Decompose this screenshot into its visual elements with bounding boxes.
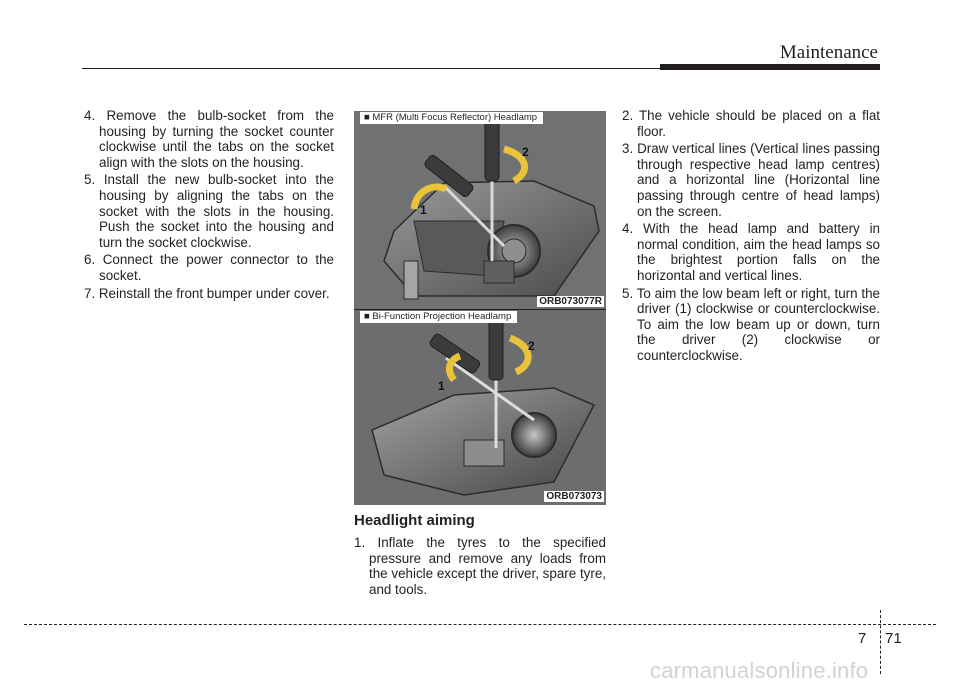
bi-function-marker-1: 1: [438, 379, 445, 393]
footer-dashed-divider: [880, 610, 881, 674]
mfr-headlamp-figure: [354, 111, 606, 310]
watermark: carmanualsonline.info: [650, 658, 869, 683]
section-header-title: Maintenance: [779, 42, 878, 63]
mfr-marker-1: 1: [420, 203, 427, 217]
bi-function-headlamp-caption: ■ Bi-Function Projection Headlamp: [360, 311, 517, 323]
header-rule-thick: [660, 64, 880, 70]
aiming-step-1-inflate-tyres: 1. Inflate the tyres to the specified pressure and remove any loads from the vehicle except the driver, spare tyre, and tools.: [354, 535, 606, 597]
bi-function-figure-code: ORB073073: [546, 491, 602, 502]
headlight-aiming-heading: Headlight aiming: [354, 512, 475, 529]
page-number: 71: [885, 630, 902, 647]
left-column: [84, 108, 334, 303]
bi-function-marker-2: 2: [528, 339, 535, 353]
step-6-connect-power: 6. Connect the power connector to the socket.: [84, 252, 334, 283]
headlight-aiming-steps: [354, 535, 606, 599]
mfr-headlamp-illustration: [354, 111, 606, 310]
step-5-install-bulb: 5. Install the new bulb-socket into the housing by aligning the tabs on the socket with the slots in the housing. Push the socket into the housing and turn the socket clockwise.: [84, 172, 334, 250]
mfr-figure-code: ORB073077R: [539, 296, 602, 307]
bi-function-headlamp-figure: [354, 310, 606, 505]
footer-dashed-rule: [24, 624, 936, 625]
aiming-step-2-flat-floor: 2. The vehicle should be placed on a flat floor.: [622, 108, 880, 139]
aiming-step-4-aim-lamps: 4. With the head lamp and battery in normal condition, aim the head lamps so the brightest portion falls on the horizontal and vertical lines.: [622, 221, 880, 283]
aiming-step-5-adjust-beam: 5. To aim the low beam left or right, turn the driver (1) clockwise or counterclockwise. To aim the low beam up or down, turn the driver (2) clockwise or counterclockwise.: [622, 285, 880, 363]
aiming-step-3-draw-lines: 3. Draw vertical lines (Vertical lines passing through respective head lamp centres) and a horizontal line (Horizontal line passing through centre of head lamps) on the screen.: [622, 141, 880, 219]
bi-function-headlamp-illustration: [354, 310, 606, 505]
right-column: [622, 108, 880, 366]
chapter-number: 7: [858, 630, 867, 647]
step-7-reinstall-bumper: 7. Reinstall the front bumper under cover.: [84, 285, 330, 301]
step-4-remove-bulb: 4. Remove the bulb-socket from the housing by turning the socket counter clockwise until the tabs on the socket align with the slots on the housing.: [84, 108, 334, 170]
mfr-headlamp-caption: ■ MFR (Multi Focus Reflector) Headlamp: [360, 112, 543, 124]
mfr-marker-2: 2: [522, 145, 529, 159]
